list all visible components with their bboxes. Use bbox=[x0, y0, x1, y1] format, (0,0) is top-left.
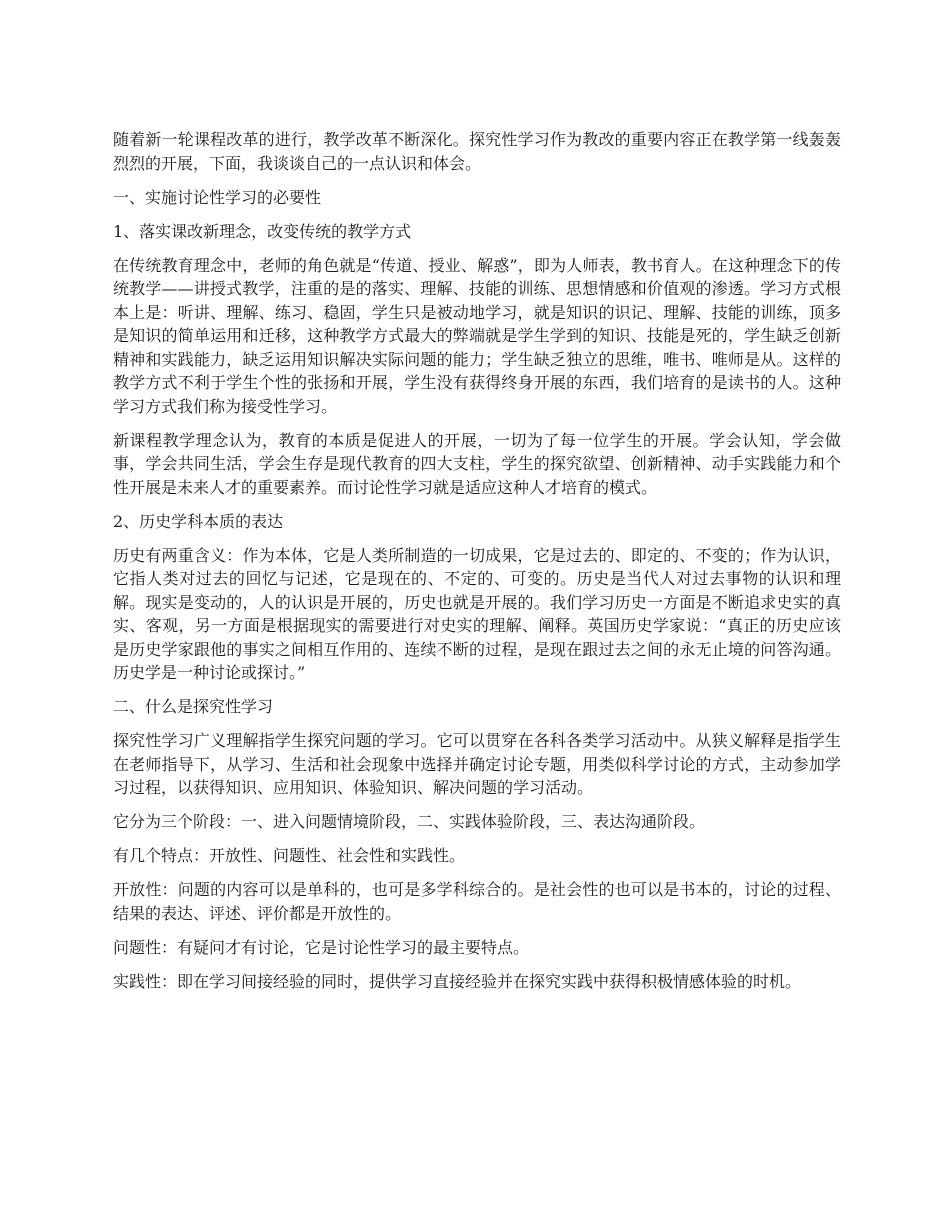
document-body bbox=[113, 128, 841, 1004]
subsection-heading-1-1: 1、落实课改新理念，改变传统的教学方式 bbox=[113, 221, 412, 241]
body-paragraph: 它分为三个阶段：一、进入问题情境阶段，二、实践体验阶段，三、表达沟通阶段。 bbox=[113, 812, 706, 831]
body-paragraph: 新课程教学理念认为，教育的本质是促进人的开展，一切为了每一位学生的开展。学会认知，学会做事，学会共同生活，学会生存是现代教育的四大支柱，学生的探究欲望、创新精神、动手实践能力和个性开展是未来人才的重要素养。而讨论性学习就是适应这种人才培育的模式。 bbox=[113, 430, 841, 497]
body-paragraph: 开放性：问题的内容可以是单科的，也可是多学科综合的。是社会性的也可以是书本的，讨论的过程、结果的表达、评述、评价都是开放性的。 bbox=[113, 880, 841, 923]
body-paragraph: 历史有两重含义：作为本体，它是人类所制造的一切成果，它是过去的、即定的、不变的；作为认识，它指人类对过去的回忆与记述，它是现在的、不定的、可变的。历史是当代人对过去事物的认识和理解。现实是变动的，人的认识是开展的，历史也就是开展的。我们学习历史一方面是不断追求史实的真实、客观，另一方面是根据现实的需要进行对史实的理解、阐释。英国历史学家说：“真正的历史应该是历史学家跟他的事实之间相互作用的、连续不断的过程，是现在跟过去之间的永无止境的问答沟通。历史学是一种讨论或探讨。” bbox=[113, 545, 841, 682]
subsection-heading-1-2: 2、历史学科本质的表达 bbox=[113, 511, 284, 531]
section-heading-1: 一、实施讨论性学习的必要性 bbox=[113, 187, 322, 207]
body-paragraph: 实践性：即在学习间接经验的同时，提供学习直接经验并在探究实践中获得积极情感体验的时机。 bbox=[113, 971, 802, 991]
body-paragraph: 有几个特点：开放性、问题性、社会性和实践性。 bbox=[113, 846, 466, 865]
intro-paragraph: 随着新一轮课程改革的进行，教学改革不断深化。探究性学习作为教改的重要内容正在教学第一线轰轰烈烈的开展，下面，我谈谈自己的一点认识和体会。 bbox=[113, 130, 841, 173]
body-paragraph: 探究性学习广义理解指学生探究问题的学习。它可以贯穿在各科各类学习活动中。从狭义解释是指学生在老师指导下，从学习、生活和社会现象中选择并确定讨论专题，用类似科学讨论的方式，主动参加学习过程，以获得知识、应用知识、体验知识、解决问题的学习活动。 bbox=[113, 731, 841, 797]
body-paragraph: 问题性：有疑问才有讨论，它是讨论性学习的最主要特点。 bbox=[113, 937, 530, 957]
body-paragraph: 在传统教育理念中，老师的角色就是“传道、授业、解惑”，即为人师表，教书育人。在这种理念下的传统教学——讲授式教学，注重的是的落实、理解、技能的训练、思想情感和价值观的渗透。学习方式根本上是：听讲、理解、练习、稳固，学生只是被动地学习，就是知识的识记、理解、技能的训练，顶多是知识的简单运用和迁移，这种教学方式最大的弊端就是学生学到的知识、技能是死的，学生缺乏创新精神和实践能力，缺乏运用知识解决实际问题的能力；学生缺乏独立的思维，唯书、唯师是从。这样的教学方式不利于学生个性的张扬和开展，学生没有获得终身开展的东西，我们培育的是读书的人。这种学习方式我们称为接受性学习。 bbox=[113, 255, 841, 416]
section-heading-2: 二、什么是探究性学习 bbox=[113, 697, 274, 716]
